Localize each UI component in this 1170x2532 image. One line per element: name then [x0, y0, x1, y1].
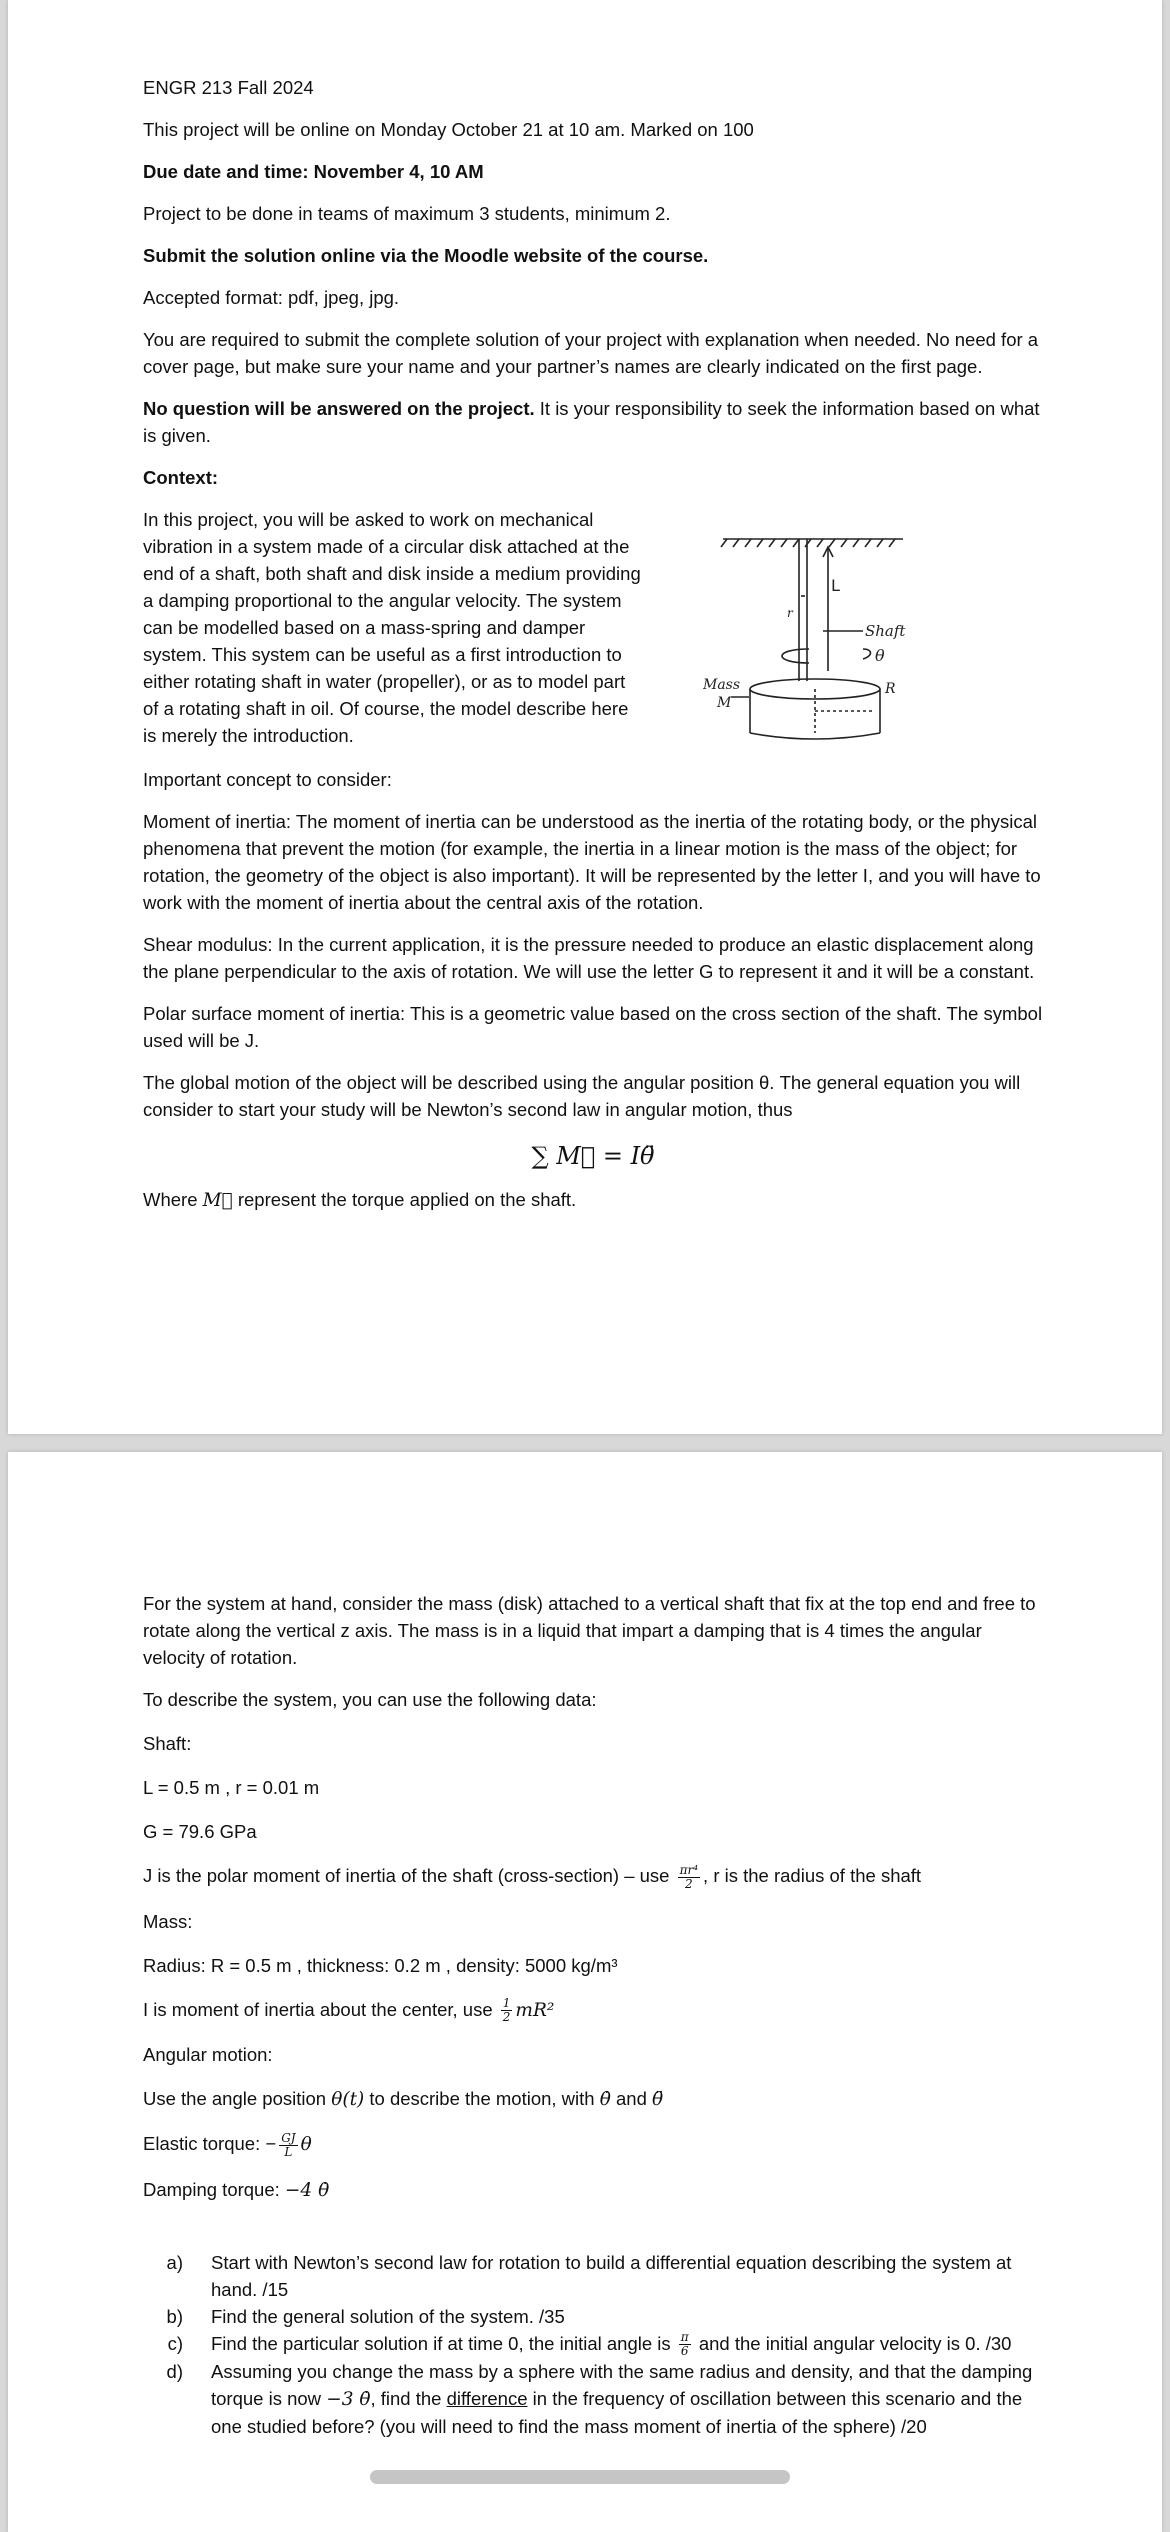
label-R: R	[885, 681, 896, 697]
inertia-den: 2	[502, 2010, 511, 2025]
polar-J-den: 2	[685, 1876, 693, 1891]
label-shaft: Shaft	[865, 622, 906, 640]
newton-equation: ∑ M⃗ = Iθ̈	[531, 1142, 655, 1170]
where-torque	[143, 1186, 1043, 1214]
use-angle-c: to describe the motion, with	[364, 2088, 600, 2110]
online-info: This project will be online on Monday October 21 at 10 am. Marked on 100	[143, 119, 754, 140]
damping-text: Damping torque:	[143, 2178, 285, 2200]
where-text-b: represent the torque applied on the shaft.	[232, 1189, 577, 1210]
mass-heading: Mass:	[143, 1910, 193, 1932]
angular-heading: Angular motion:	[143, 2044, 273, 2066]
question-a: a. Start with Newton’s second law for rotation to build a differential equation describing the system at hand. /15	[183, 2249, 1043, 2303]
no-question-bold: No question will be answered on the project.	[143, 398, 535, 419]
question-c-fraction	[679, 2331, 691, 2358]
question-d-text: Assuming you change the mass by a sphere with the same radius and density, and that the damping torque is now	[211, 2361, 1033, 2410]
use-angle-e: and	[610, 2088, 653, 2110]
elastic-num: GJ	[281, 2130, 296, 2145]
no-question-rest: It is your responsibility to seek the information based on what is given.	[143, 398, 1040, 446]
submit-info: Submit the solution online via the Moodle website of the course.	[143, 245, 709, 266]
document-page-1	[8, 0, 1162, 1434]
damping-torque	[143, 2176, 1043, 2204]
question-d-text-b: , find the	[370, 2388, 447, 2410]
label-r: r	[787, 606, 793, 620]
mass-radius: Radius: R = 0.5 m , thickness: 0.2 m , density: 5000 kg/m³	[143, 1954, 618, 1976]
polar-J-num: πr⁴	[679, 1862, 699, 1877]
elastic-minus: −	[265, 2133, 277, 2155]
use-angle-a: Use the angle position	[143, 2088, 332, 2110]
polar-moment: Polar surface moment of inertia: This is a geometric value based on the cross section of the shaft. The symbol used will be J.	[143, 1003, 1043, 1051]
label-mass: Mass	[703, 677, 741, 693]
polar-J-fraction	[678, 1864, 700, 1891]
polar-J	[143, 1862, 1043, 1891]
inertia-fraction	[501, 1997, 513, 2024]
use-angle-f: θ̈	[652, 2089, 664, 2111]
damping-formula: −4 θ̇	[284, 2179, 330, 2201]
moment-of-inertia: Moment of inertia: The moment of inertia can be understood as the inertia of the rotating body, or the physical phenomena that prevent the motion (for example, the inertia in a linear motion is the mass of the object; for rotation, the geometry of the object is also important). It will be represented by the letter I, and you will have to work with the moment of inertia about the central axis of the rotation.	[143, 811, 1041, 913]
no-question-info	[143, 395, 1043, 449]
teams-info: Project to be done in teams of maximum 3 students, minimum 2.	[143, 203, 671, 224]
question-c-den: 6	[680, 2344, 689, 2359]
inertia-text: I is moment of inertia about the center, use	[143, 1998, 498, 2020]
shaft-heading: Shaft:	[143, 1733, 192, 1754]
where-symbol: M⃗	[202, 1190, 233, 1211]
global-motion: The global motion of the object will be described using the angular position θ. The general equation you will consider to start your study will be Newton’s second law in angular motion, thus	[143, 1072, 1021, 1120]
question-c	[183, 2330, 1043, 2359]
page-2-content	[143, 1590, 1043, 2440]
question-b: b. Find the general solution of the system. /35	[183, 2303, 1043, 2330]
format-info: Accepted format: pdf, jpeg, jpg.	[143, 287, 400, 308]
required-info: You are required to submit the complete solution of your project with explanation when needed. No need for a cover page, but make sure your name and your partner’s names are clearly indicated on the first page.	[143, 329, 1039, 377]
use-angle-d: θ̇	[599, 2089, 611, 2111]
document-page-2	[8, 1452, 1162, 2532]
horizontal-scrollbar[interactable]	[370, 2470, 790, 2484]
label-theta: θ	[875, 646, 885, 665]
label-L: L	[831, 576, 840, 595]
questions-list	[143, 2249, 1043, 2441]
course-title: ENGR 213 Fall 2024	[143, 77, 314, 98]
describe-data: To describe the system, you can use the following data:	[143, 1689, 597, 1710]
question-d-underlined: difference	[446, 2388, 528, 2410]
inertia-formula: mR²	[515, 1999, 555, 2021]
question-c-text-b: and the initial angular velocity is 0. /30	[693, 2332, 1012, 2354]
shaft-L-r: L = 0.5 m , r = 0.01 m	[143, 1777, 320, 1798]
question-c-num: π	[680, 2330, 689, 2345]
due-date: Due date and time: November 4, 10 AM	[143, 161, 484, 182]
polar-J-text-b: , r is the radius of the shaft	[703, 1865, 922, 1886]
question-d-text-c: in the frequency of oscillation between this scenario and the one studied before? (you will need to find the mass moment of inertia of the sphere) /20	[211, 2388, 1023, 2438]
use-angle-b: θ(t)	[331, 2089, 365, 2111]
question-d-math: −3 θ̇	[326, 2389, 371, 2411]
where-text-a: Where	[143, 1189, 203, 1210]
important-concept: Important concept to consider:	[143, 769, 392, 790]
context-block	[143, 506, 1043, 751]
polar-J-text: J is the polar moment of inertia of the shaft (cross-section) – use	[143, 1865, 675, 1886]
mass-inertia	[143, 1996, 1043, 2025]
inertia-num: 1	[502, 1996, 511, 2011]
elastic-fraction	[279, 2132, 297, 2159]
use-angle	[143, 2085, 1043, 2113]
label-M: M	[717, 695, 732, 711]
context-heading: Context:	[143, 467, 219, 488]
elastic-den: L	[284, 2144, 293, 2159]
elastic-torque	[143, 2130, 1043, 2159]
shear-modulus: Shear modulus: In the current application, it is the pressure needed to produce an elastic displacement along the plane perpendicular to the axis of rotation. We will use the letter G to represent it and it will be a constant.	[143, 934, 1035, 982]
question-d	[183, 2358, 1043, 2440]
context-text: In this project, you will be asked to work on mechanical vibration in a system made of a circular disk attached at the end of a shaft, both shaft and disk inside a medium providing a damping proportional to the angular velocity. The system can be modelled based on a mass-spring and damper system. This system can be useful as a first introduction to either rotating shaft in water (propeller), or as to model part of a rotating shaft in oil. Of course, the model describe here is merely the introduction.	[143, 509, 641, 746]
page-1-content	[143, 74, 1043, 1214]
question-c-text: Find the particular solution if at time 0, the initial angle is	[211, 2332, 676, 2354]
elastic-theta: θ	[300, 2134, 312, 2156]
shaft-disk-figure	[703, 521, 963, 751]
shaft-G: G = 79.6 GPa	[143, 1821, 257, 1842]
elastic-text: Elastic torque:	[143, 2133, 266, 2155]
system-description: For the system at hand, consider the mass (disk) attached to a vertical shaft that fix at the top end and free to rotate along the vertical z axis. The mass is in a liquid that impart a damping that is 4 times the angular velocity of rotation.	[143, 1593, 1036, 1668]
